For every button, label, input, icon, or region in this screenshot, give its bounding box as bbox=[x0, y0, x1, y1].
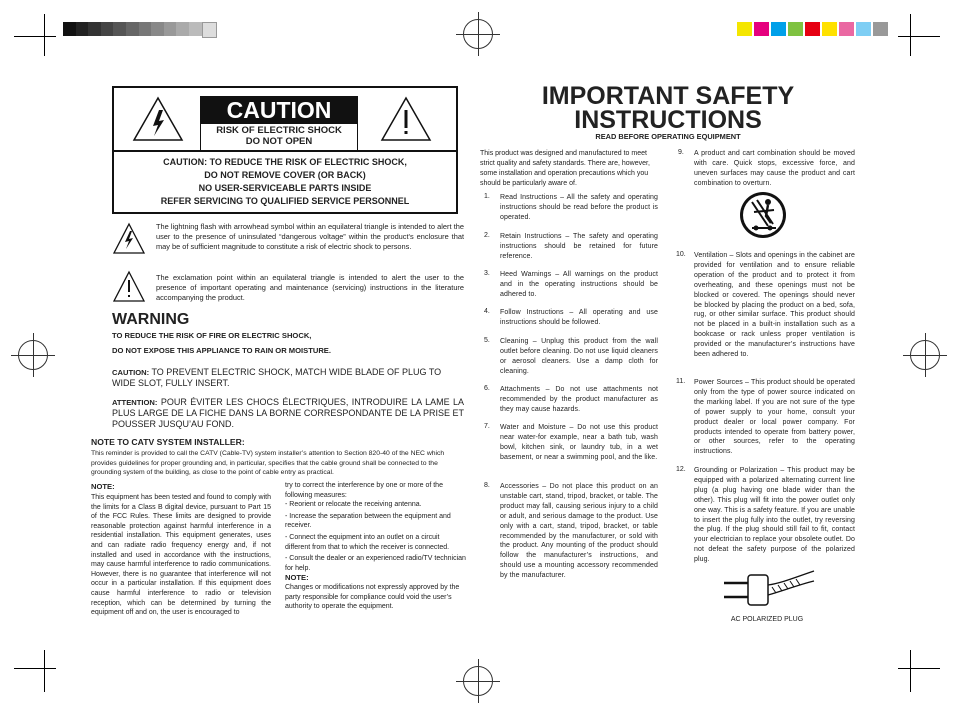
safety-title: IMPORTANT SAFETY INSTRUCTIONS bbox=[541, 82, 795, 134]
caution-title: CAUTION bbox=[200, 96, 358, 124]
catv-title: NOTE TO CATV SYSTEM INSTALLER: bbox=[91, 437, 245, 447]
gray-swatch bbox=[164, 22, 177, 36]
fcc-text: This equipment has been tested and found to comply with the limits for a Class B digital device, pursuant to Part 15 of the FCC Rules. These limits are designed to provide reasonable protection against harmful interference in a residential installation. This equipment generates, uses and can radiate radio frequency energy and, if not installed and used in accordance with the instructions, may cause harmful interference to radio communications. However, there is no guarantee that interference will not occur in a particular installation. If this equipment does cause harmful interference to radio or television reception, which can be determined by turning the equipment off and on, the user is encouraged to bbox=[91, 494, 271, 617]
fcc-measures: try to correct the interference by one or more of the following measures: - Reorient or relocate the receiving antenna. - Increase the separation between the equipment and receiver. - Connect the equipment into an outlet on a circuit different from that to which the receiver is connected. - Consult the dealer or an experienced radio/TV technician for help. NOTE: Changes or modifications not expressly approved by the party responsible for compliance could void the user’s authority to operate the equipment. bbox=[285, 482, 466, 611]
item-number: 3. bbox=[484, 270, 490, 277]
color-swatch bbox=[805, 22, 820, 36]
item-number: 11. bbox=[676, 378, 686, 385]
item-number: 5. bbox=[484, 337, 490, 344]
gray-swatch bbox=[76, 22, 89, 36]
color-swatch bbox=[839, 22, 854, 36]
exclamation-explanation: The exclamation point within an equilateral triangle is intended to alert the user to the presence of important operating and maintenance (servicing) instructions in the literature accompanying the product. bbox=[156, 273, 464, 302]
crop-mark bbox=[14, 36, 56, 37]
safety-item: Heed Warnings – All warnings on the product and in the operating instructions should be adhered to. bbox=[500, 271, 658, 298]
gray-swatch bbox=[202, 22, 217, 38]
item-number: 8. bbox=[484, 482, 490, 489]
item-number: 6. bbox=[484, 385, 490, 392]
safety-subtitle: READ BEFORE OPERATING EQUIPMENT bbox=[595, 132, 741, 141]
caution-box bbox=[112, 86, 458, 214]
color-swatch bbox=[771, 22, 786, 36]
crop-mark bbox=[14, 668, 56, 669]
polarized-plug-icon bbox=[720, 563, 816, 615]
color-swatch bbox=[856, 22, 871, 36]
safety-item: Accessories – Do not place this product on an unstable cart, stand, tripod, bracket, or table. The product may fall, causing serious injury to a child or adult, and serious damage to the product. Use only with a cart, stand, tripod, bracket, or table recommended by the manufacturer, or sold with the product. Any mounting of the product should follow the manufacturer’s instructions, and should use a mounting accessory recommended by the manufacturer. bbox=[500, 483, 658, 580]
color-swatch bbox=[873, 22, 888, 36]
gray-swatch bbox=[126, 22, 139, 36]
crop-mark bbox=[910, 14, 911, 56]
registration-mark bbox=[463, 19, 493, 49]
gray-swatch bbox=[189, 22, 202, 36]
gray-swatch bbox=[176, 22, 189, 36]
safety-item: Follow Instructions – All operating and use instructions should be followed. bbox=[500, 309, 658, 326]
caution-subtitle: RISK OF ELECTRIC SHOCK DO NOT OPEN bbox=[200, 124, 358, 151]
item-number: 9. bbox=[678, 149, 684, 156]
crop-mark bbox=[44, 14, 45, 56]
gray-swatch bbox=[139, 22, 152, 36]
safety-item: Water and Moisture – Do not use this product near water-for example, near a bath tub, wash bowl, kitchen sink, or laundry tub, in a wet basement, or near a swimming pool, and the like. bbox=[500, 424, 658, 461]
safety-item: Grounding or Polarization – This product may be equipped with a polarized alternating current line plug (a plug having one blade wider than the other). This plug will fit into the power outlet only one way. This is a safety feature. If you are unable to insert the plug fully into the outlet, try reversing the plug. If the plug should still fail to fit, contact your electrician to replace your obsolete outlet. Do not defeat the safety purpose of the polarized plug. bbox=[694, 467, 855, 564]
caution-header bbox=[114, 88, 456, 152]
safety-item: Ventilation – Slots and openings in the cabinet are provided for ventilation and to ensure reliable operation of the product and to protect it from overheating, and these openings must not be blocked or covered. The openings should never be blocked by placing the product on a bed, sofa, rug, or other similar surface. This product should not be placed in a built-in installation such as a bookcase or rack unless proper ventilation is provided or the manufacturer’s instructions have been adhered to. bbox=[694, 252, 855, 359]
plug-attention: ATTENTION: POUR ÉVITER LES CHOCS ÉLECTRIQUES, INTRODUIRE LA LAME LA PLUS LARGE DE LA FICHE DANS LA BORNE CORRESPONDANTE DE LA PRISE ET POUSSER JUSQU’AU FOND. bbox=[112, 397, 464, 429]
lightning-triangle-icon bbox=[132, 96, 184, 142]
safety-item: Read Instructions – All the safety and operating instructions should be read before the product is operated. bbox=[500, 194, 658, 221]
safety-item: Power Sources – This product should be operated only from the type of power source indicated on the marking label. If you are not sure of the type of power supply to your home, consult your product dealer or local power company. For products intended to operate from battery power, or other sources, refer to the operating instructions. bbox=[694, 379, 855, 456]
item-number: 12. bbox=[676, 466, 686, 473]
item-number: 4. bbox=[484, 308, 490, 315]
safety-item: Attachments – Do not use attachments not recommended by the product manufacturer as they may cause hazards. bbox=[500, 386, 658, 413]
registration-mark bbox=[463, 666, 493, 696]
cart-tip-over-icon bbox=[738, 190, 788, 240]
gray-swatch bbox=[151, 22, 164, 36]
lightning-triangle-icon bbox=[112, 222, 146, 256]
safety-item: Retain Instructions – The safety and operating instructions should be retained for future reference. bbox=[500, 233, 658, 260]
caution-lines: CAUTION: TO REDUCE THE RISK OF ELECTRIC SHOCK, DO NOT REMOVE COVER (OR BACK) NO USER-SERVICEABLE PARTS INSIDE REFER SERVICING TO QUALIFIED SERVICE PERSONNEL bbox=[160, 157, 410, 206]
crop-mark bbox=[898, 668, 940, 669]
crop-mark bbox=[898, 36, 940, 37]
catv-text: This reminder is provided to call the CATV (Cable-TV) system installer’s attention to Section 820-40 of the NEC which provides guidelines for proper grounding and, in particular, specifies that the cable ground shall be connected to the grounding system of the building, as close to the point of cable entry as practical. bbox=[91, 450, 445, 477]
exclamation-triangle-icon bbox=[112, 270, 146, 304]
lightning-explanation: The lightning flash with arrowhead symbol within an equilateral triangle is intended to alert the user to the presence of uninsulated “dangerous voltage” within the product's enclosure that may be of sufficient magnitude to constitute a risk of electric shock to persons. bbox=[156, 222, 464, 251]
item-number: 2. bbox=[484, 232, 490, 239]
item-number: 1. bbox=[484, 193, 490, 200]
exclamation-triangle-icon bbox=[380, 96, 432, 142]
crop-mark bbox=[44, 650, 45, 692]
plug-caption: AC POLARIZED PLUG bbox=[730, 616, 804, 623]
item-number: 7. bbox=[484, 423, 490, 430]
plug-caution: CAUTION: TO PREVENT ELECTRIC SHOCK, MATCH WIDE BLADE OF PLUG TO WIDE SLOT, FULLY INSERT. bbox=[112, 367, 442, 388]
color-swatch bbox=[822, 22, 837, 36]
color-swatch bbox=[754, 22, 769, 36]
crop-mark bbox=[910, 650, 911, 692]
warning-title: WARNING bbox=[112, 311, 190, 328]
gray-swatch bbox=[113, 22, 126, 36]
item-number: 10. bbox=[676, 251, 686, 258]
registration-mark bbox=[18, 340, 48, 370]
color-swatch bbox=[737, 22, 752, 36]
warning-line-1: TO REDUCE THE RISK OF FIRE OR ELECTRIC SHOCK, bbox=[112, 331, 312, 340]
gray-swatch bbox=[88, 22, 101, 36]
fcc-note-label: NOTE: bbox=[91, 482, 115, 491]
gray-swatch bbox=[101, 22, 114, 36]
warning-line-2: DO NOT EXPOSE THIS APPLIANCE TO RAIN OR MOISTURE. bbox=[112, 346, 331, 355]
color-swatch bbox=[788, 22, 803, 36]
safety-item: Cleaning – Unplug this product from the wall outlet before cleaning. Do not use liquid cleaners or aerosol cleaners. Use a damp cloth for cleaning. bbox=[500, 338, 658, 375]
registration-mark bbox=[910, 340, 940, 370]
gray-swatch bbox=[63, 22, 76, 36]
safety-item: A product and cart combination should be moved with care. Quick stops, excessive force, and uneven surfaces may cause the product and cart combination to overturn. bbox=[694, 150, 855, 187]
safety-intro: This product was designed and manufactured to meet strict quality and safety standards. There are, however, some installation and operation precautions which you should be particularly aware of. bbox=[480, 150, 650, 187]
